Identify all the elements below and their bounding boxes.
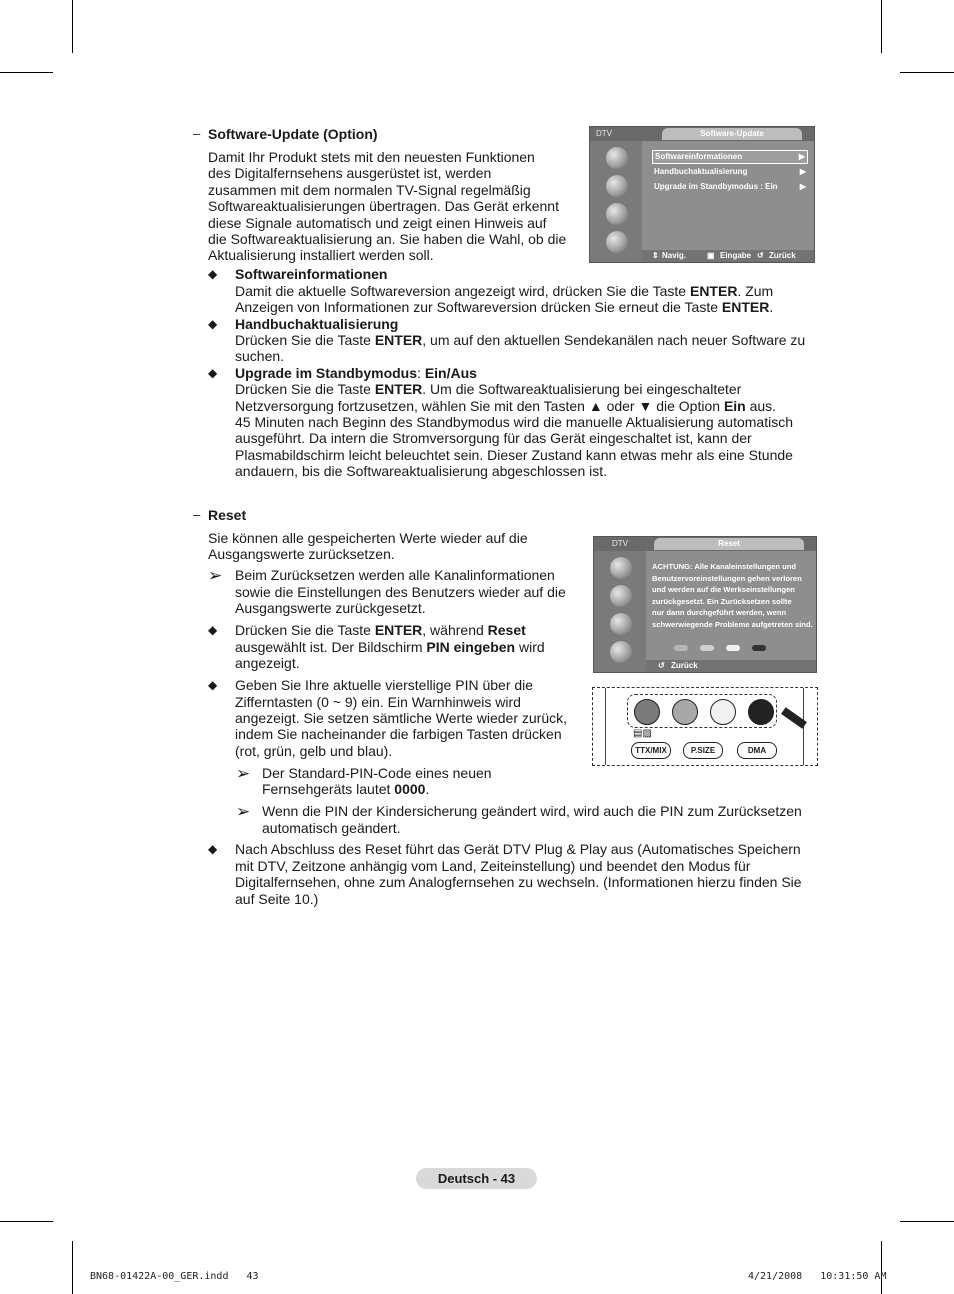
footer-back-label: Zurück <box>769 251 796 260</box>
print-slug-right: 4/21/2008 10:31:50 AM <box>748 1271 887 1282</box>
bullet-text: ausgewählt ist. Der Bildschirm PIN eingeben wird <box>235 639 545 655</box>
bullet-text: Nach Abschluss des Reset führt das Gerät DTV Plug & Play aus (Automatisches Speichern <box>235 841 801 857</box>
menu-tab-software-update: Software-Update <box>662 128 802 140</box>
picture-icon <box>610 557 632 579</box>
diamond-bullet-icon: ◆ <box>208 317 218 331</box>
menu-footer <box>646 660 816 672</box>
diamond-bullet-icon: ◆ <box>208 842 218 856</box>
section-title-software-update: Software-Update (Option) <box>208 126 378 142</box>
reset-intro-line: Sie können alle gespeicherten Werte wieder auf die <box>208 530 528 546</box>
print-slug-left: BN68-01422A-00_GER.indd 43 <box>90 1271 259 1282</box>
note-text: sowie die Einstellungen des Benutzers wieder auf die <box>235 584 566 600</box>
intro-line: Damit Ihr Produkt stets mit den neuesten Funktionen <box>208 149 535 165</box>
diamond-bullet-icon: ◆ <box>208 267 218 281</box>
pin-dot <box>700 645 714 651</box>
crop-mark <box>881 0 882 53</box>
picture-icon <box>606 147 628 169</box>
intro-line: zusammen mit dem normalen TV-Signal regelmäßig <box>208 182 531 198</box>
reset-intro-line: Ausgangswerte zurücksetzen. <box>208 546 395 562</box>
green-button[interactable] <box>672 699 698 725</box>
bullet-text: angezeigt. Sie setzen sämtliche Werte wieder zurück, <box>235 710 568 726</box>
menu-item-upgrade-standby[interactable]: Upgrade im Standbymodus : Ein ▶ <box>654 182 806 191</box>
yellow-button[interactable] <box>710 699 736 725</box>
diamond-bullet-icon: ◆ <box>208 366 218 380</box>
page-number-badge: Deutsch - 43 <box>416 1168 537 1189</box>
bullet-text: Netzversorgung fortzusetzen, wählen Sie mit den Tasten ▲ oder ▼ die Option Ein aus. <box>235 398 777 414</box>
bullet-text: Zifferntasten (0 ~ 9) ein. Ein Warnhinweis wird <box>235 694 521 710</box>
crop-mark <box>72 1241 73 1294</box>
channel-icon <box>610 585 632 607</box>
menu-item-softwareinformationen[interactable]: Softwareinformationen ▶ <box>652 150 808 164</box>
note-text: automatisch geändert. <box>262 820 401 836</box>
p-size-button[interactable]: P.SIZE <box>683 742 723 759</box>
arrow-right-icon: ▶ <box>799 167 806 176</box>
menu-item-handbuchaktualisierung[interactable]: Handbuchaktualisierung ▶ <box>654 167 806 176</box>
menu-panel <box>642 141 814 262</box>
bullet-title: Softwareinformationen <box>235 266 388 282</box>
bullet-text: auf Seite 10.) <box>235 891 319 907</box>
bullet-text: ausgeführt. Da intern die Stromversorgung für das Gerät eingeschaltet ist, kann der <box>235 430 752 446</box>
dma-button[interactable]: DMA <box>737 742 777 759</box>
bullet-text: Digitalfernsehen, ohne zum Analogfernsehen zu wechseln. (Informationen hierzu finden Sie <box>235 874 802 890</box>
note-text: Wenn die PIN der Kindersicherung geändert wird, wird auch die PIN zum Zurücksetzen <box>262 803 802 819</box>
warning-line: und werden auf die Werkseinstellungen <box>652 585 795 594</box>
footer-back-label: Zurück <box>671 661 698 670</box>
remote-edge <box>605 688 606 765</box>
bullet-text: Drücken Sie die Taste ENTER. Um die Softwareaktualisierung bei eingeschalteter <box>235 381 742 397</box>
warning-line: ACHTUNG: Alle Kanaleinstellungen und <box>652 562 797 571</box>
footer-enter-label: Eingabe <box>720 251 752 260</box>
setup-icon <box>610 613 632 635</box>
tv-menu-reset <box>593 536 817 673</box>
remote-control-illustration <box>592 687 818 766</box>
note-arrow-icon: ➢ <box>236 802 251 821</box>
warning-line: nur dann durchgeführt werden, wenn <box>652 608 787 617</box>
crop-mark <box>900 72 954 73</box>
bullet-text: mit DTV, Zeitzone anhängig vom Land, Zeiteinstellung) und beendet den Modus für <box>235 858 751 874</box>
bullet-text: Plasmabildschirm leicht beleuchtet sein. Dieser Zustand kann etwas mehr als eine Stunde <box>235 447 793 463</box>
dash-marker: – <box>193 507 201 522</box>
bullet-text: Anzeigen von Informationen zur Softwareversion drücken Sie erneut die Taste ENTER. <box>235 299 774 315</box>
navigate-icon: ⇕ <box>652 251 659 260</box>
diamond-bullet-icon: ◆ <box>208 623 218 637</box>
diamond-bullet-icon: ◆ <box>208 678 218 692</box>
note-arrow-icon: ➢ <box>236 764 251 783</box>
intro-line: die Softwareaktualisierung an. Sie haben die Wahl, ob die <box>208 231 567 247</box>
warning-line: zurückgesetzt. Ein Zurücksetzen sollte <box>652 596 792 606</box>
note-text: Ausgangswerte zurückgesetzt. <box>235 600 426 616</box>
pin-dot <box>752 645 766 651</box>
menu-sidebar <box>590 141 642 262</box>
return-icon: ↺ <box>757 251 764 260</box>
bullet-text: Damit die aktuelle Softwareversion angezeigt wird, drücken Sie die Taste ENTER. Zum <box>235 283 774 299</box>
input-icon <box>610 641 632 663</box>
channel-icon <box>606 175 628 197</box>
crop-mark <box>900 1221 954 1222</box>
menu-sidebar <box>594 551 646 672</box>
bullet-text: suchen. <box>235 348 285 364</box>
warning-line: Benutzervoreinstellungen gehen verloren <box>652 573 802 583</box>
input-icon <box>606 231 628 253</box>
footer-nav-label: Navig. <box>662 251 687 260</box>
menu-footer <box>642 250 814 262</box>
arrow-right-icon: ▶ <box>798 152 805 161</box>
bullet-text: indem Sie nacheinander die farbigen Tasten drücken <box>235 726 562 742</box>
ttx-mix-button[interactable]: TTX/MIX <box>631 742 671 759</box>
crop-mark <box>72 0 73 53</box>
bullet-title: Upgrade im Standbymodus: Ein/Aus <box>235 365 477 381</box>
menu-dtv-label: DTV <box>612 539 628 548</box>
reset-warning-text <box>652 561 817 630</box>
pin-dot <box>674 645 688 651</box>
crop-mark <box>881 1241 882 1294</box>
intro-line: des Digitalfernsehens ausgerüstet ist, werden <box>208 165 492 181</box>
bullet-text: Geben Sie Ihre aktuelle vierstellige PIN über die <box>235 677 534 693</box>
bullet-text: Drücken Sie die Taste ENTER, während Reset <box>235 622 526 638</box>
arrow-right-icon: ▶ <box>799 182 806 191</box>
dash-marker: – <box>193 126 201 141</box>
intro-line: Aktualisierung installiert werden soll. <box>208 247 434 263</box>
menu-dtv-label: DTV <box>596 129 612 138</box>
note-text: Fernsehgeräts lautet 0000. <box>262 781 430 797</box>
bullet-title: Handbuchaktualisierung <box>235 316 399 332</box>
note-arrow-icon: ➢ <box>208 566 223 585</box>
intro-line: Softwareaktualisierungen übertragen. Das Gerät erkennt <box>208 198 559 214</box>
teletext-icon: ▤▨ <box>633 728 652 739</box>
warning-line: schwerwiegende Probleme aufgetreten sind. <box>652 619 813 629</box>
return-icon: ↺ <box>658 661 665 670</box>
crop-mark <box>0 1221 53 1222</box>
bullet-text: 45 Minuten nach Beginn des Standbymodus wird die manuelle Aktualisierung automatisch <box>235 414 794 430</box>
red-button[interactable] <box>634 699 660 725</box>
bullet-text: (rot, grün, gelb und blau). <box>235 743 393 759</box>
bullet-text: Drücken Sie die Taste ENTER, um auf den aktuellen Sendekanälen nach neuer Software zu <box>235 332 806 348</box>
menu-tab-reset: Reset <box>654 538 804 550</box>
pin-dot <box>726 645 740 651</box>
intro-line: diese Signale automatisch und zeigt einen Hinweis auf <box>208 215 547 231</box>
crop-mark <box>0 72 53 73</box>
tv-menu-software-update <box>589 126 815 263</box>
bullet-text: andauern, bis die Softwareaktualisierung abgeschlossen ist. <box>235 463 608 479</box>
bullet-text: angezeigt. <box>235 655 300 671</box>
blue-button[interactable] <box>748 699 774 725</box>
section-title-reset: Reset <box>208 507 247 523</box>
note-text: Der Standard-PIN-Code eines neuen <box>262 765 492 781</box>
note-text: Beim Zurücksetzen werden alle Kanalinformationen <box>235 567 555 583</box>
enter-icon: ▣ <box>707 251 715 260</box>
setup-icon <box>606 203 628 225</box>
